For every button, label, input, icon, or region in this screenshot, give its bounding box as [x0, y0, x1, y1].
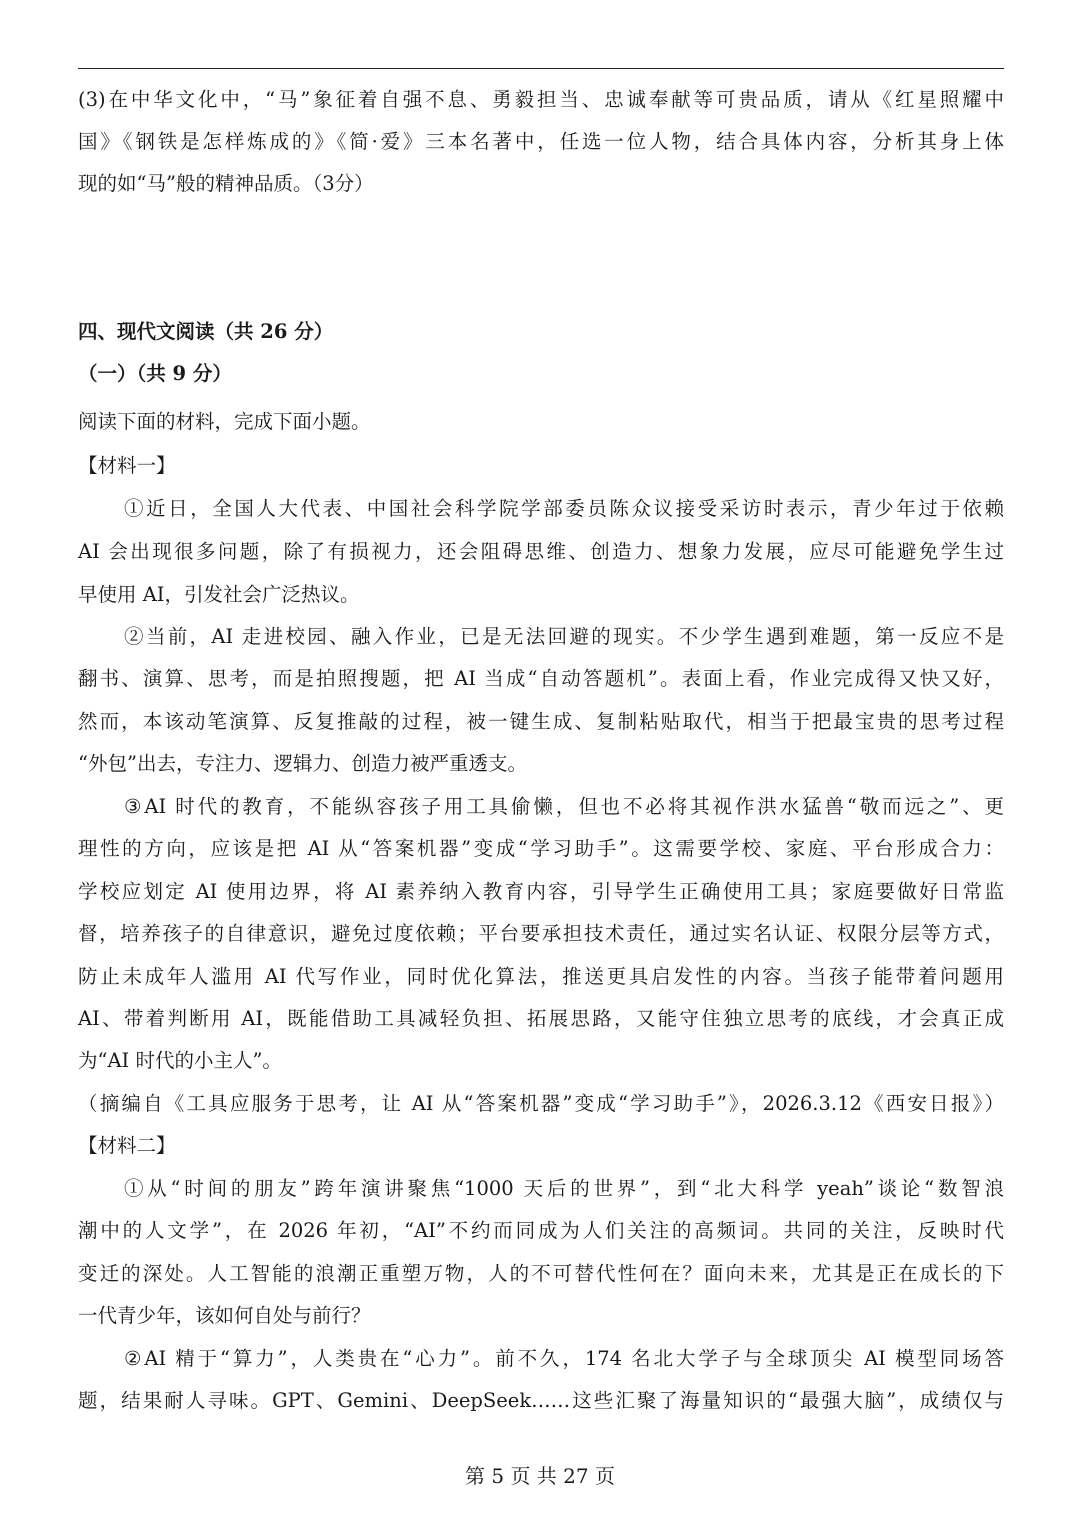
section-heading: 四、现代文阅读（共 26 分）: [78, 320, 334, 343]
material-1-p3-line: 理性的方向，应该是把 AI 从“答案机器”变成“学习助手”。这需要学校、家庭、平台形成合力：: [78, 837, 1004, 860]
question-3-line: (3)在中华文化中，“马”象征着自强不息、勇毅担当、忠诚奉献等可贵品质，请从《红星照耀中: [78, 88, 1004, 111]
material-2-p1-line: 潮中的人文学”，在 2026 年初，“AI”不约而同成为人们关注的高频词。共同的关注，反映时代: [78, 1219, 1004, 1242]
material-1-p3-line: AI、带着判断用 AI，既能借助工具减轻负担、拓展思路，又能守住独立思考的底线，才会真正成: [78, 1007, 1004, 1030]
material-2-p2-line: ②AI 精于“算力”，人类贵在“心力”。前不久，174 名北大学子与全球顶尖 AI 模型同场答: [124, 1347, 1004, 1370]
material-1-p2-line: 翻书、演算、思考，而是拍照搜题，把 AI 当成“自动答题机”。表面上看，作业完成得又快又好，: [78, 667, 1004, 690]
material-1-p3-line: ③AI 时代的教育，不能纵容孩子用工具偷懒，但也不必将其视作洪水猛兽“敬而远之”、更: [124, 795, 1004, 818]
material-2-p1-line: ①从“时间的朋友”跨年演讲聚焦“1000 天后的世界”，到“北大科学 yeah”谈论“数智浪: [124, 1177, 1004, 1200]
question-3-line: 国》《钢铁是怎样炼成的》《简·爱》三本名著中，任选一位人物，结合具体内容，分析其身上体: [78, 130, 1004, 153]
material-1-p1-line: ①近日，全国人大代表、中国社会科学院学部委员陈众议接受采访时表示，青少年过于依赖: [124, 497, 1004, 520]
material-1-label: 【材料一】: [78, 454, 176, 477]
page-number: 第 5 页 共 27 页: [465, 1464, 615, 1488]
material-1-p3-line: 督，培养孩子的自律意识，避免过度依赖；平台要承担技术责任，通过实名认证、权限分层等方式，: [78, 922, 1004, 945]
material-2-p1-line: 一代青少年，该如何自处与前行？: [78, 1304, 371, 1327]
material-2-p1-line: 变迁的深处。人工智能的浪潮正重塑万物，人的不可替代性何在？面向未来，尤其是正在成长的下: [78, 1262, 1004, 1285]
material-1-p1-line: 早使用 AI，引发社会广泛热议。: [78, 583, 360, 606]
material-1-p3-line: 为“AI 时代的小主人”。: [78, 1049, 282, 1072]
material-1-p3-line: 学校应划定 AI 使用边界，将 AI 素养纳入教育内容，引导学生正确使用工具；家庭要做好日常监: [78, 880, 1004, 903]
section-subheading: （一）（共 9 分）: [78, 362, 232, 385]
material-2-p2-line: 题，结果耐人寻味。GPT、Gemini、DeepSeek……这些汇聚了海量知识的“最强大脑”，成绩仅与: [78, 1389, 1004, 1412]
material-1-p2-line: ②当前，AI 走进校园、融入作业，已是无法回避的现实。不少学生遇到难题，第一反应不是: [124, 625, 1004, 648]
material-1-p2-line: 然而，本该动笔演算、反复推敲的过程，被一键生成、复制粘贴取代，相当于把最宝贵的思考过程: [78, 710, 1004, 733]
material-2-label: 【材料二】: [78, 1134, 176, 1157]
material-1-source: （摘编自《工具应服务于思考，让 AI 从“答案机器”变成“学习助手”》，2026.3.12《西安日报》）: [78, 1092, 1004, 1115]
instruction-text: 阅读下面的材料，完成下面小题。: [78, 410, 371, 433]
material-1-p1-line: AI 会出现很多问题，除了有损视力，还会阻碍思维、创造力、想象力发展，应尽可能避免学生过: [78, 540, 1004, 563]
material-1-p3-line: 防止未成年人滥用 AI 代写作业，同时优化算法，推送更具启发性的内容。当孩子能带着问题用: [78, 965, 1004, 988]
question-3-line: 现的如“马”般的精神品质。（3分）: [78, 172, 374, 195]
header-rule: [78, 68, 1004, 69]
material-1-p2-line: “外包”出去，专注力、逻辑力、创造力被严重透支。: [78, 752, 527, 775]
